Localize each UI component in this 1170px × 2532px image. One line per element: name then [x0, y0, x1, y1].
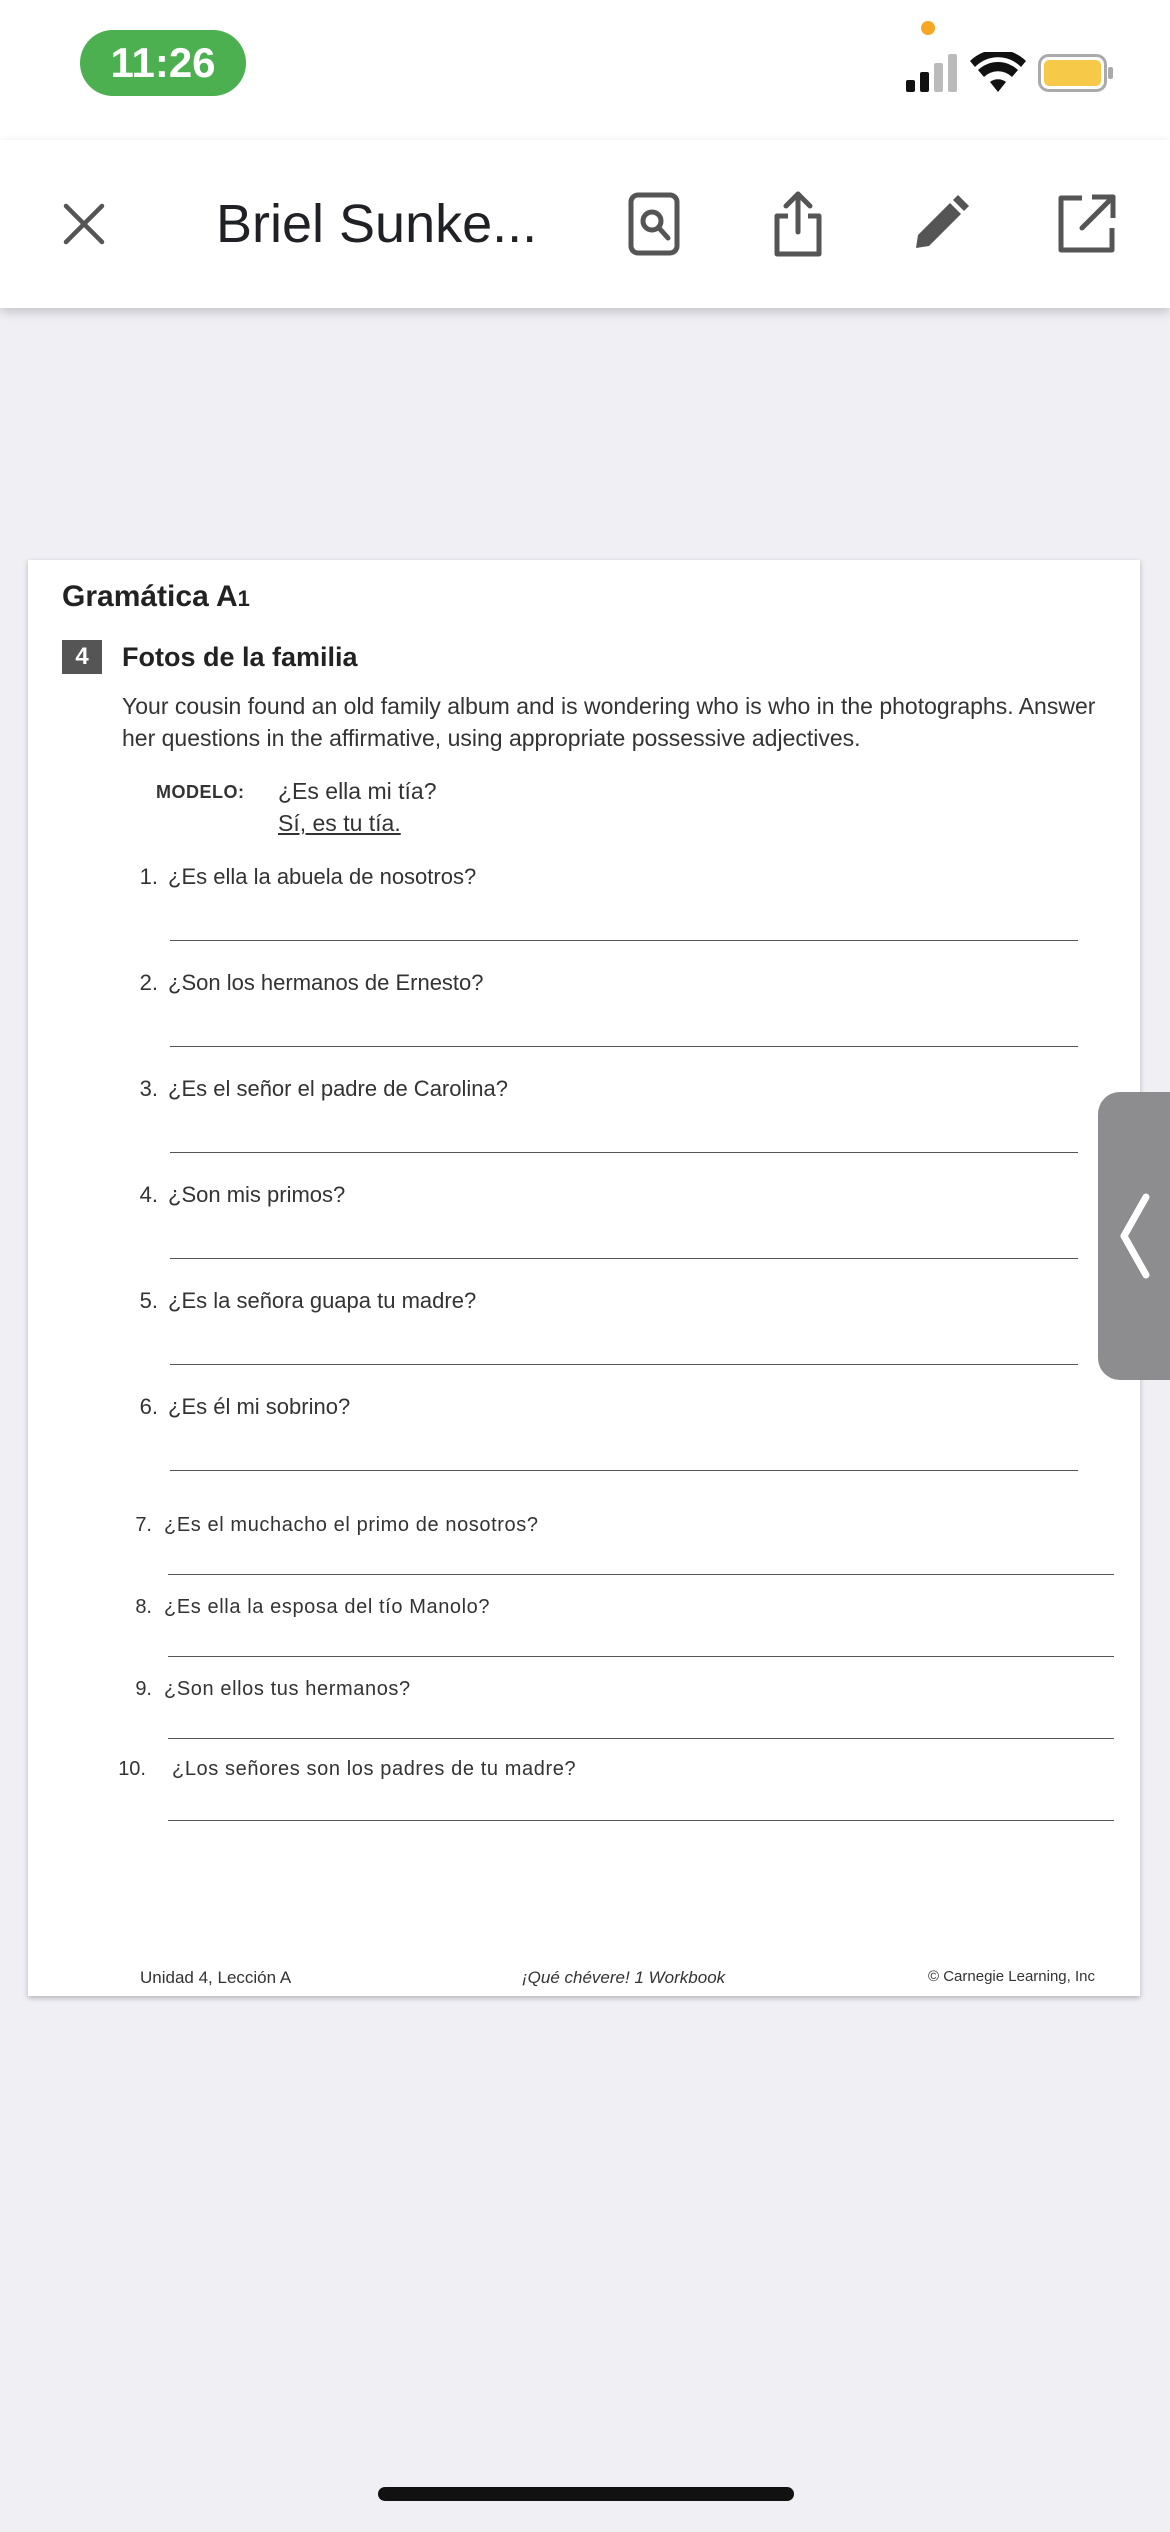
question-text: ¿Es la señora guapa tu madre?	[168, 1288, 477, 1313]
worksheet-heading	[62, 580, 250, 614]
share-icon	[771, 190, 825, 258]
status-bar	[0, 0, 1170, 140]
battery-icon	[1038, 54, 1114, 92]
answer-line[interactable]	[170, 1152, 1078, 1153]
answer-line[interactable]	[170, 1470, 1078, 1471]
worksheet-heading-text: Gramática A	[62, 580, 238, 613]
side-panel-handle[interactable]	[1098, 1092, 1170, 1380]
question-text: ¿Son ellos tus hermanos?	[164, 1678, 411, 1700]
chevron-left-icon	[1116, 1191, 1152, 1281]
question-number: 2.	[139, 970, 158, 995]
question-text: ¿Son los hermanos de Ernesto?	[168, 970, 484, 995]
answer-line[interactable]	[170, 1046, 1078, 1047]
footer-unit-lesson: Unidad 4, Lección A	[140, 1968, 292, 1987]
document-page[interactable]	[28, 560, 1140, 1996]
question-text: ¿Es él mi sobrino?	[168, 1394, 351, 1419]
find-in-document-button[interactable]	[614, 184, 694, 264]
modelo-question: ¿Es ella mi tía?	[278, 778, 437, 804]
status-time[interactable]: 11:26	[80, 30, 246, 96]
footer-copyright: © Carnegie Learning, Inc	[928, 1968, 1095, 1985]
question-number: 5.	[139, 1288, 158, 1313]
answer-line[interactable]	[170, 1364, 1078, 1365]
recording-indicator-dot	[921, 21, 935, 35]
question-number: 4.	[139, 1182, 158, 1207]
home-indicator[interactable]	[378, 2487, 794, 2501]
answer-line[interactable]	[170, 1258, 1078, 1259]
question-text: ¿Es ella la abuela de nosotros?	[168, 864, 477, 889]
answer-line[interactable]	[170, 940, 1078, 941]
edit-button[interactable]	[900, 184, 980, 264]
close-button[interactable]	[44, 184, 124, 264]
answer-line[interactable]	[168, 1656, 1114, 1657]
document-title: Briel Sunke...	[216, 194, 538, 254]
share-button[interactable]	[758, 184, 838, 264]
question-number: 3.	[139, 1076, 158, 1101]
wifi-icon	[970, 52, 1026, 94]
edit-pencil-icon	[910, 194, 970, 254]
find-in-document-icon	[628, 192, 680, 256]
answer-line[interactable]	[168, 1738, 1114, 1739]
instructions-text: Your cousin found an old family album and is wondering who is who in the photographs. Answer her questions in the affirmative, using appropriate possessive adjectives.	[122, 693, 1096, 751]
question-number: 7.	[135, 1514, 152, 1536]
cellular-signal-icon	[906, 52, 962, 94]
question-number: 6.	[139, 1394, 158, 1419]
question-text: ¿Es el señor el padre de Carolina?	[168, 1076, 508, 1101]
answer-line[interactable]	[168, 1820, 1114, 1821]
modelo-label: MODELO:	[156, 782, 245, 802]
question-text: ¿Es el muchacho el primo de nosotros?	[164, 1514, 539, 1536]
open-external-icon	[1056, 194, 1116, 254]
question-number: 8.	[135, 1596, 152, 1618]
question-text: ¿Son mis primos?	[168, 1182, 346, 1207]
modelo-answer: Sí, es tu tía.	[278, 810, 401, 836]
question-number: 1.	[139, 864, 158, 889]
question-text: ¿Es ella la esposa del tío Manolo?	[164, 1596, 491, 1618]
question-number: 10.	[118, 1758, 146, 1780]
app-header	[0, 140, 1170, 308]
worksheet-heading-sub: 1	[237, 586, 250, 611]
close-icon	[62, 202, 106, 246]
footer-workbook-title: ¡Qué chévere! 1 Workbook	[522, 1968, 726, 1987]
section-title: Fotos de la familia	[122, 642, 358, 672]
section-number-badge: 4	[62, 640, 102, 674]
question-text: ¿Los señores son los padres de tu madre?	[172, 1758, 577, 1780]
open-external-button[interactable]	[1046, 184, 1126, 264]
answer-line[interactable]	[168, 1574, 1114, 1575]
question-number: 9.	[135, 1678, 152, 1700]
